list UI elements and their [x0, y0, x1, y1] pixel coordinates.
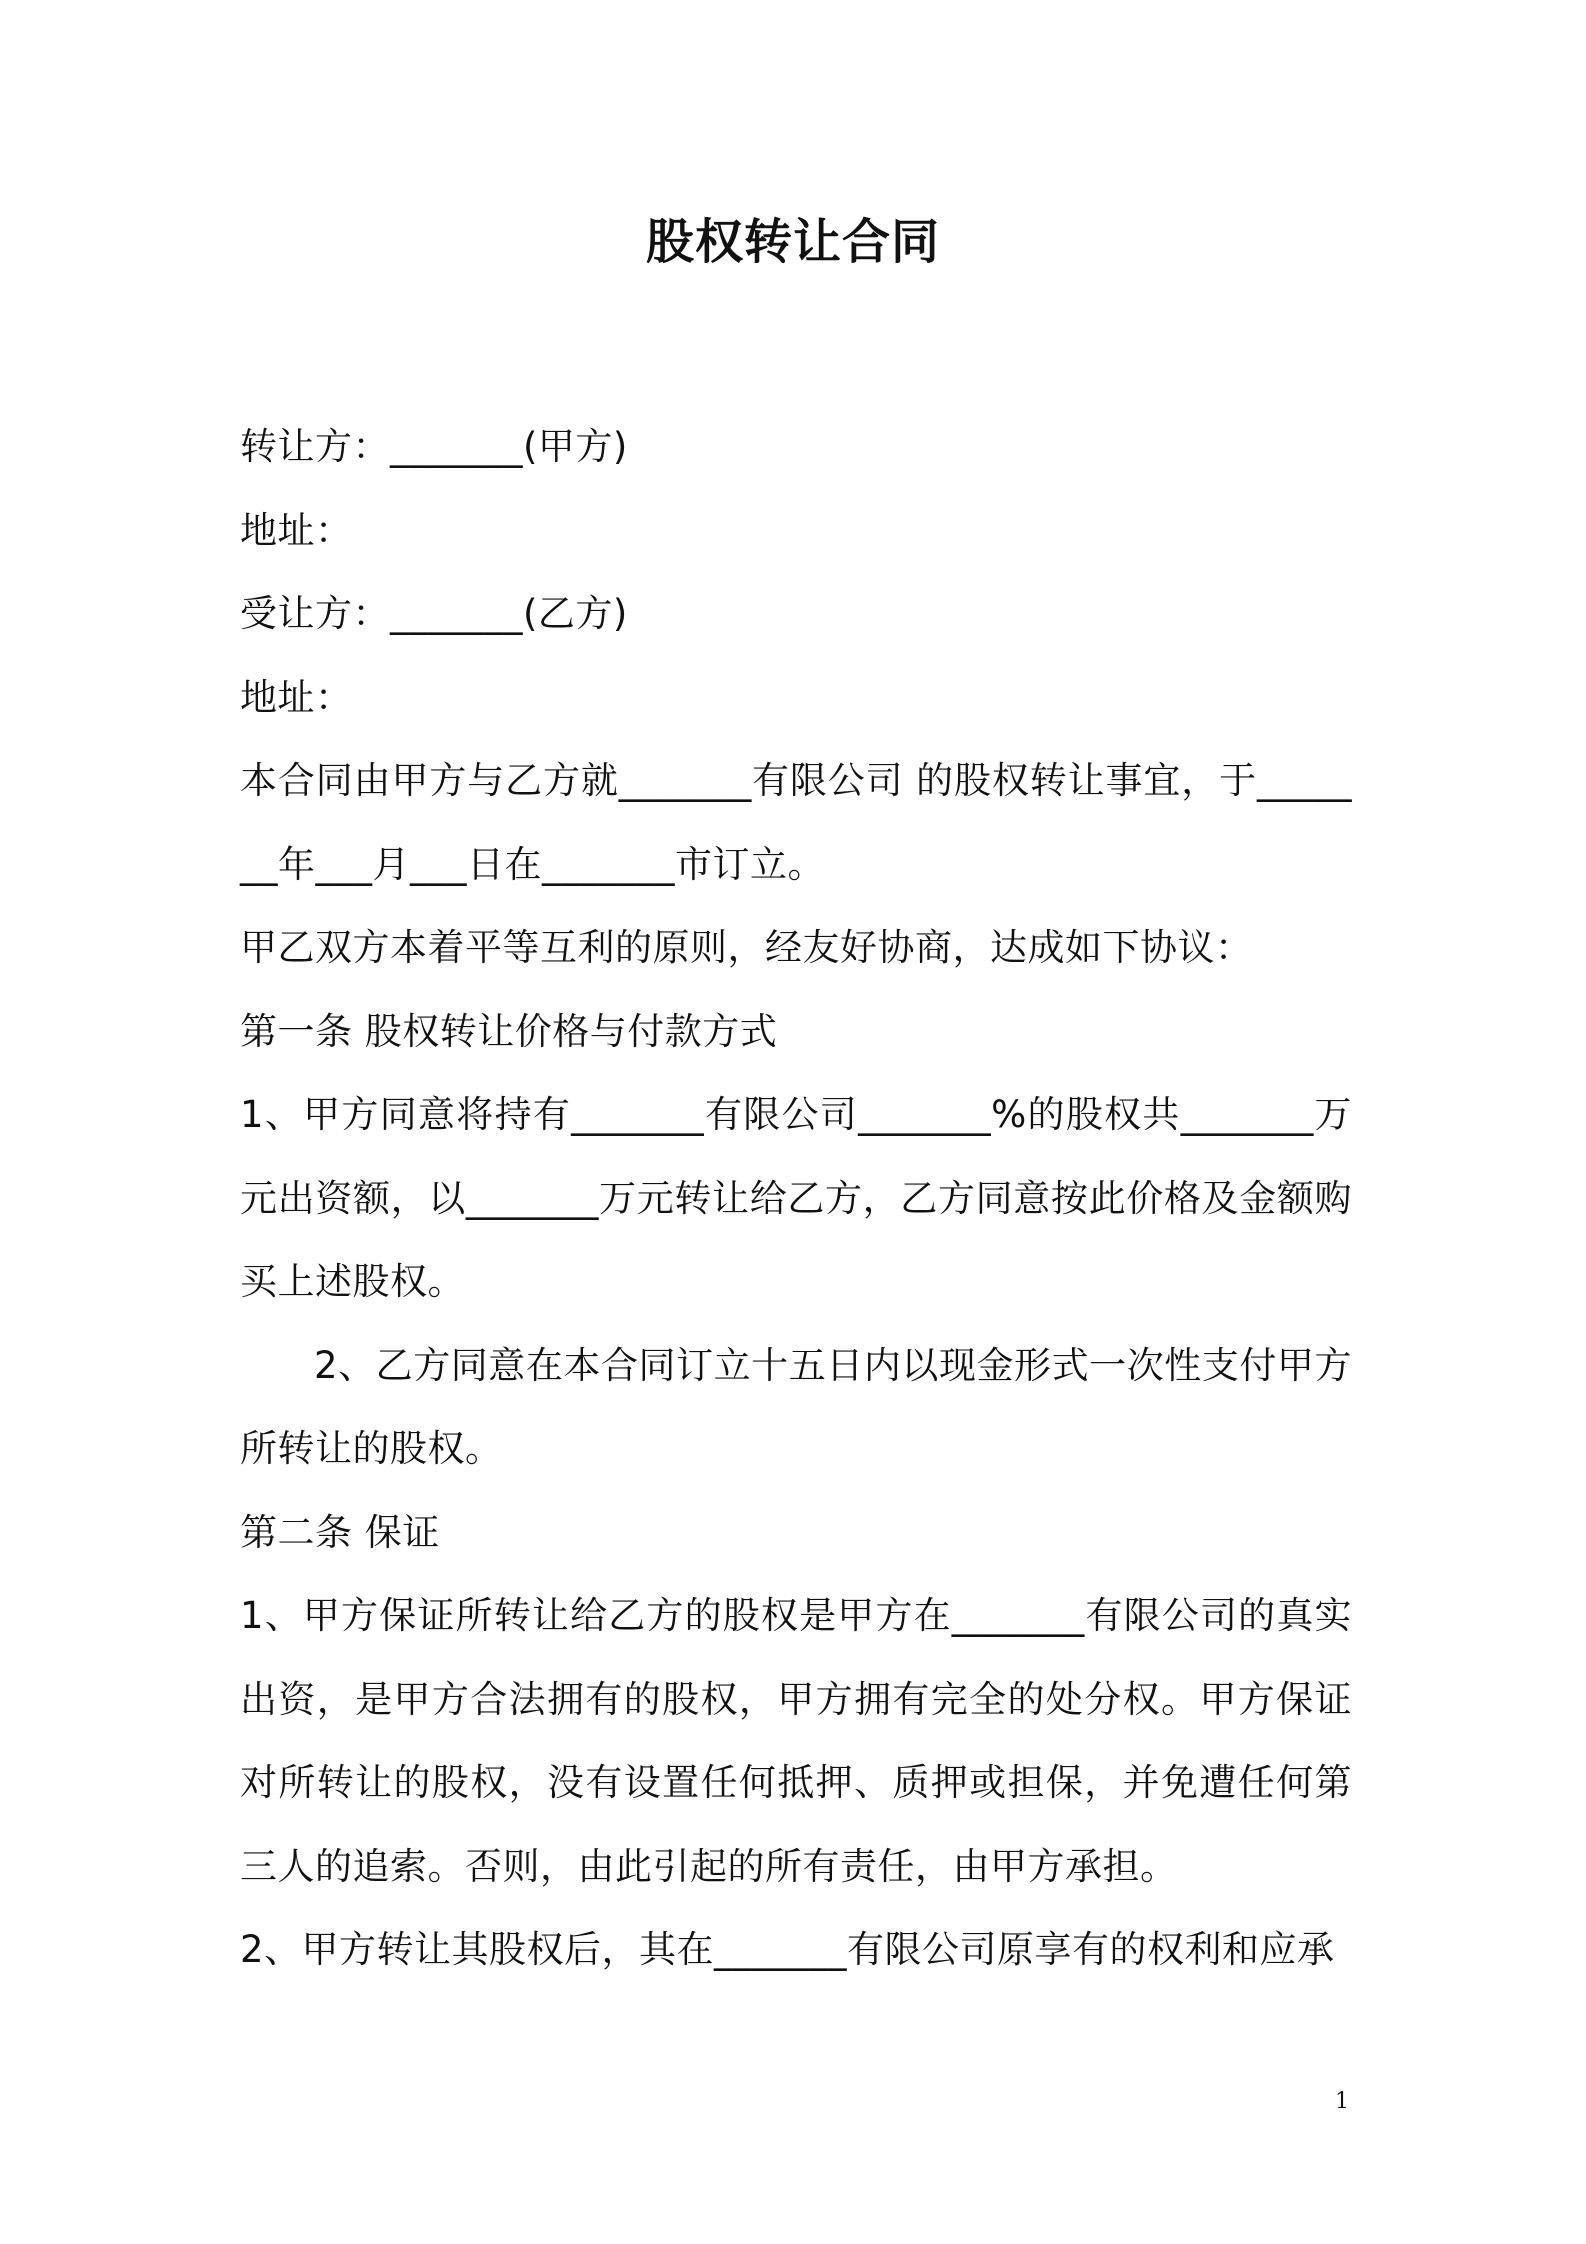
page-number: 1 [1335, 2089, 1349, 2114]
transferee-address-line: 地址： [240, 675, 353, 719]
agreement-preamble: 甲乙双方本着平等互利的原则，经友好协商，达成如下协议： [240, 926, 1253, 969]
transferor-line: 转让方：_______(甲方) [240, 425, 628, 468]
article-one-clause-2: 2、乙方同意在本合同订立十五日内以现金形式一次性支付甲方所转让的股权。 [240, 1343, 1352, 1470]
article-one-clause-1: 1、甲方同意将持有_______有限公司_______%的股权共_______万元出资额，以_______万元转让给乙方，乙方同意按此价格及金额购买上述股权。 [240, 1093, 1352, 1303]
article-two-clause-2: 2、甲方转让其股权后，其在_______有限公司原享有的权利和应承 [240, 1928, 1335, 1971]
page-title: 股权转让合同 [645, 214, 940, 270]
article-one-heading: 第一条 股权转让价格与付款方式 [240, 1009, 778, 1053]
contract-intro-paragraph: 本合同由甲方与乙方就_______有限公司 的股权转让事宜，于_______年___月___日在_______市订立。 [240, 759, 1352, 886]
transferee-line: 受让方：_______(乙方) [240, 592, 628, 635]
article-two-heading: 第二条 保证 [240, 1510, 440, 1554]
article-two-clause-1: 1、甲方保证所转让给乙方的股权是甲方在_______有限公司的真实出资，是甲方合法拥有的股权，甲方拥有完全的处分权。甲方保证对所转让的股权，没有设置任何抵押、质押或担保，并免遭任何第三人的追索。否则，由此引起的所有责任，由甲方承担。 [240, 1594, 1352, 1888]
contract-body [240, 405, 1352, 1992]
transferor-address-line: 地址： [240, 508, 353, 552]
